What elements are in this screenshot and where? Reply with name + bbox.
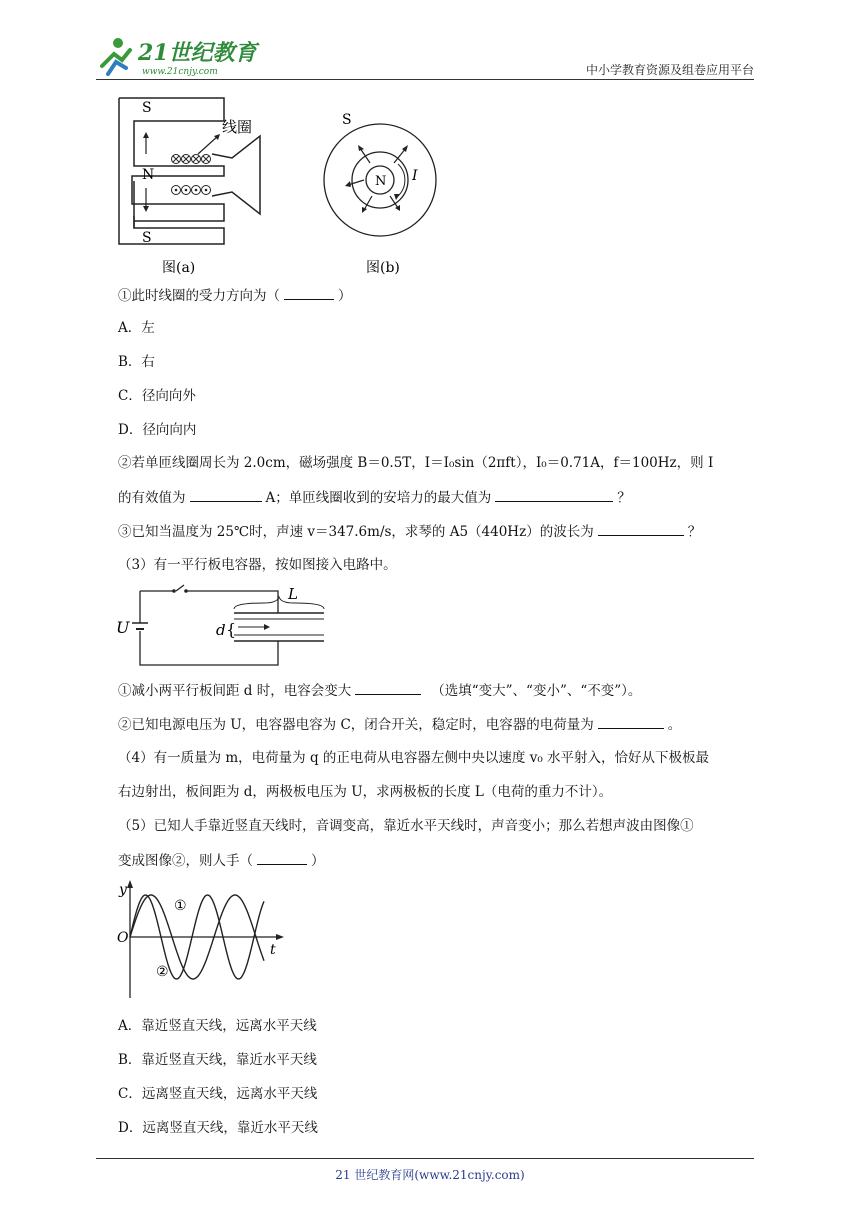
part-4-line2: 右边射出，板间距为 d，两极板电压为 U，求两极板的长度 L（电荷的重力不计）。 (118, 784, 613, 800)
header-divider (96, 79, 754, 80)
answer-blank[interactable] (190, 488, 262, 502)
figure-a-caption: 图(a) (162, 260, 196, 276)
svg-text:d: d (216, 621, 226, 639)
svg-text:N: N (142, 167, 155, 183)
svg-text:线圈: 线圈 (222, 118, 253, 136)
svg-text:①: ① (174, 898, 187, 914)
svg-text:O: O (117, 930, 129, 946)
svg-text:S: S (142, 100, 152, 116)
part-4-line1: （4）有一质量为 m，电荷量为 q 的正电荷从电容器左侧中央以速度 v₀ 水平射入，恰好从下极板最 (118, 750, 710, 766)
svg-text:N: N (375, 174, 387, 189)
part-5-line1: （5）已知人手靠近竖直天线时，音调变高，靠近水平天线时，声音变小；那么若想声波由图像① (118, 818, 694, 834)
answer-blank[interactable] (495, 488, 613, 502)
footer-site[interactable]: 21 世纪教育网(www.21cnjy.com) (335, 1168, 525, 1182)
svg-text:S: S (342, 112, 352, 128)
answer-blank[interactable] (598, 522, 684, 536)
header-platform-name: 中小学教育资源及组卷应用平台 (585, 63, 754, 77)
part-3-question-2: ②已知电源电压为 U，电容器电容为 C，闭合开关，稳定时，电容器的电荷量为 。 (118, 717, 682, 733)
coil-dot-icon (172, 186, 211, 195)
logo-url: www.21cnjy.com (142, 67, 218, 77)
option-a: A．靠近竖直天线，远离水平天线 (118, 1018, 317, 1034)
answer-blank[interactable] (257, 851, 307, 865)
option-c: C．径向向外 (118, 388, 196, 404)
svg-text:{: { (226, 620, 237, 639)
footer-divider (96, 1158, 754, 1159)
question-1-stem: ①此时线圈的受力方向为（ ） (118, 288, 352, 304)
svg-text:S: S (142, 230, 152, 246)
logo-text: 21世纪教育 (138, 40, 257, 66)
option-c: C．远离竖直天线，远离水平天线 (118, 1086, 318, 1102)
question-2-line2: 的有效值为 A；单匝线圈收到的安培力的最大值为 ？ (118, 490, 631, 506)
answer-blank[interactable] (598, 715, 664, 729)
figure-c-capacitor-circuit (114, 583, 329, 669)
option-a: A．左 (118, 320, 155, 336)
option-b: B．靠近竖直天线，靠近水平天线 (118, 1052, 317, 1068)
answer-blank[interactable] (355, 681, 421, 695)
option-b: B．右 (118, 354, 155, 370)
question-2-line1: ②若单匝线圈周长为 2.0cm，磁场强度 B＝0.5T，I＝I₀sin（2πft），I₀＝0.71A，f＝100Hz，则 I (118, 455, 714, 471)
svg-text:L: L (288, 585, 298, 603)
coil-cross-icon (172, 155, 211, 164)
part-5-line2: 变成图像②，则人手（ ） (118, 853, 325, 869)
runner-icon (102, 38, 130, 74)
figure-b-top-view (318, 108, 448, 276)
figure-a-speaker (114, 96, 274, 276)
svg-text:U: U (116, 618, 130, 637)
site-logo (96, 34, 266, 78)
part-3-question-1: ①减小两平行板间距 d 时，电容会变大 （选填“变大”、“变小”、“不变”）。 (118, 683, 642, 699)
svg-text:②: ② (156, 964, 169, 980)
figure-b-caption: 图(b) (366, 260, 400, 276)
svg-text:I: I (412, 168, 418, 184)
svg-text:t: t (270, 942, 276, 958)
answer-blank[interactable] (284, 286, 334, 300)
option-d: D．远离竖直天线，靠近水平天线 (118, 1120, 318, 1136)
question-3: ③已知当温度为 25℃时，声速 v＝347.6m/s，求琴的 A5（440Hz）的波长为 ？ (118, 524, 702, 540)
figure-d-waveforms (114, 878, 286, 1002)
option-d: D．径向向内 (118, 422, 197, 438)
svg-text:y: y (119, 882, 127, 898)
part-3-intro: （3）有一平行板电容器，按如图接入电路中。 (118, 557, 397, 573)
